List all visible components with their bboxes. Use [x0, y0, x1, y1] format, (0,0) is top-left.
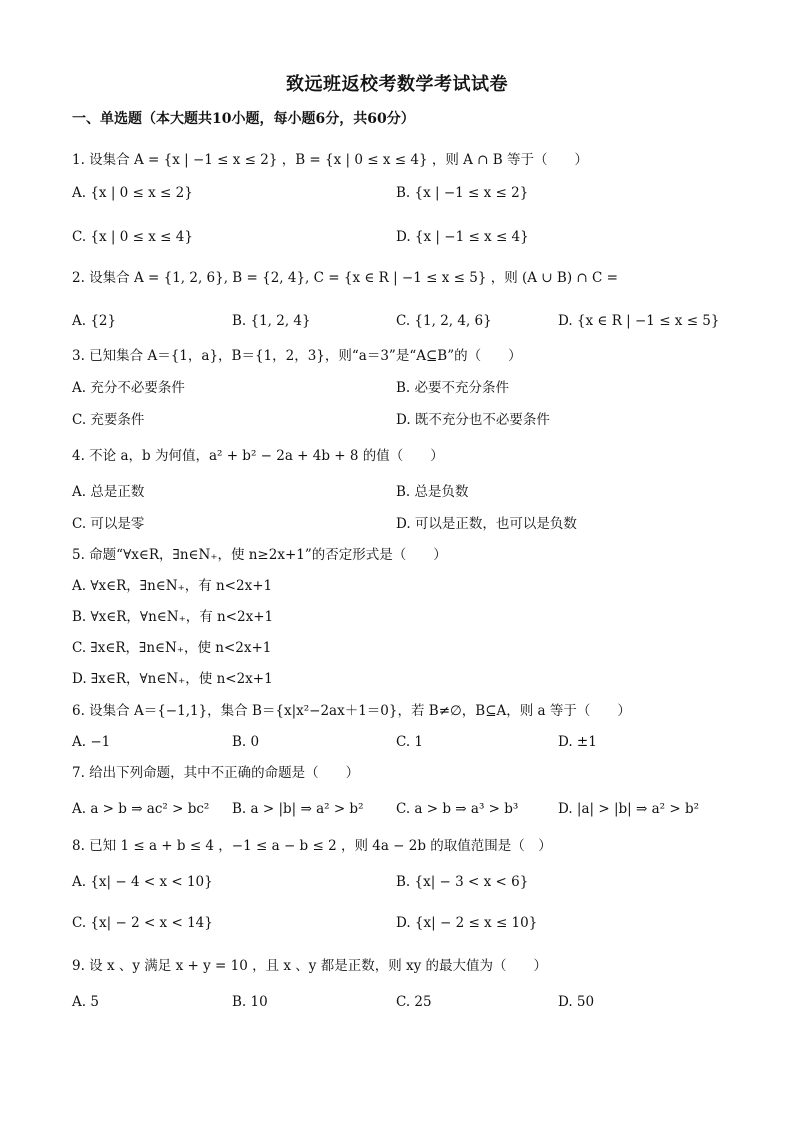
- question-7-option-d: D. |a| > |b| ⇒ a² > b²: [558, 801, 700, 817]
- question-6-option-b: B. 0: [232, 734, 260, 750]
- question-4-option-a: A. 总是正数: [72, 484, 145, 500]
- question-7-stem: 7. 给出下列命题，其中不正确的命题是（ ）: [72, 765, 360, 781]
- question-1-stem: 1. 设集合 A = {x | −1 ≤ x ≤ 2} ，B = {x | 0 ≤ x ≤ 4} ，则 A ∩ B 等于（ ）: [72, 152, 588, 168]
- question-7-option-b: B. a > |b| ⇒ a² > b²: [232, 801, 364, 817]
- question-4-option-b: B. 总是负数: [396, 484, 469, 500]
- question-8-option-c: C. {x| − 2 < x < 14}: [72, 915, 213, 931]
- question-5-option-d: D. ∃x∈R，∀n∈N₊，使 n<2x+1: [72, 671, 273, 687]
- question-3-stem: 3. 已知集合 A＝{1，a}，B＝{1，2，3}，则“a＝3”是“A⊆B”的（ ）: [72, 348, 522, 364]
- question-3-option-c: C. 充要条件: [72, 412, 145, 428]
- question-4-stem: 4. 不论 a，b 为何值，a² + b² − 2a + 4b + 8 的值（ ）: [72, 448, 444, 464]
- question-9-option-d: D. 50: [558, 994, 595, 1010]
- question-8-option-b: B. {x| − 3 < x < 6}: [396, 874, 529, 890]
- question-3-option-a: A. 充分不必要条件: [72, 380, 185, 396]
- question-6-option-a: A. −1: [72, 734, 111, 750]
- question-3-option-d: D. 既不充分也不必要条件: [396, 412, 550, 428]
- question-2-option-b: B. {1, 2, 4}: [232, 313, 311, 329]
- question-4-option-c: C. 可以是零: [72, 516, 145, 532]
- exam-title: 致远班返校考数学考试试卷: [286, 74, 508, 95]
- question-3-option-b: B. 必要不充分条件: [396, 380, 510, 396]
- question-7-option-a: A. a > b ⇒ ac² > bc²: [72, 801, 210, 817]
- question-4-option-d: D. 可以是正数，也可以是负数: [396, 516, 577, 532]
- section-heading: 一、单选题（本大题共10小题，每小题6分，共60分）: [72, 111, 415, 127]
- question-2-option-a: A. {2}: [72, 313, 117, 329]
- question-7-option-c: C. a > b ⇒ a³ > b³: [396, 801, 519, 817]
- question-2-option-d: D. {x ∈ R | −1 ≤ x ≤ 5}: [558, 313, 720, 329]
- question-5-option-b: B. ∀x∈R，∀n∈N₊，有 n<2x+1: [72, 609, 274, 625]
- question-8-stem: 8. 已知 1 ≤ a + b ≤ 4 ，−1 ≤ a − b ≤ 2 ，则 4a − 2b 的取值范围是（ ）: [72, 838, 552, 854]
- question-9-stem: 9. 设 x 、y 满足 x + y = 10 ，且 x 、y 都是正数，则 xy 的最大值为（ ）: [72, 958, 548, 974]
- question-5-option-a: A. ∀x∈R，∃n∈N₊，有 n<2x+1: [72, 578, 273, 594]
- question-1-option-a: A. {x | 0 ≤ x ≤ 2}: [72, 185, 193, 201]
- question-2-option-c: C. {1, 2, 4, 6}: [396, 313, 492, 329]
- question-9-option-c: C. 25: [396, 994, 432, 1010]
- question-5-stem: 5. 命题“∀x∈R，∃n∈N₊，使 n≥2x+1”的否定形式是（ ）: [72, 547, 447, 563]
- question-8-option-a: A. {x| − 4 < x < 10}: [72, 874, 213, 890]
- question-9-option-a: A. 5: [72, 994, 99, 1010]
- question-2-stem: 2. 设集合 A = {1, 2, 6}, B = {2, 4}, C = {x ∈ R | −1 ≤ x ≤ 5} ，则 (A ∪ B) ∩ C =: [72, 270, 618, 286]
- question-6-stem: 6. 设集合 A＝{−1,1}，集合 B＝{x|x²−2ax＋1＝0}，若 B≠∅，B⊆A，则 a 等于（ ）: [72, 703, 631, 719]
- question-5-option-c: C. ∃x∈R，∃n∈N₊，使 n<2x+1: [72, 640, 272, 656]
- question-6-option-c: C. 1: [396, 734, 424, 750]
- question-1-option-b: B. {x | −1 ≤ x ≤ 2}: [396, 185, 529, 201]
- question-1-option-d: D. {x | −1 ≤ x ≤ 4}: [396, 229, 529, 245]
- question-6-option-d: D. ±1: [558, 734, 597, 750]
- question-9-option-b: B. 10: [232, 994, 268, 1010]
- question-8-option-d: D. {x| − 2 ≤ x ≤ 10}: [396, 915, 538, 931]
- question-1-option-c: C. {x | 0 ≤ x ≤ 4}: [72, 229, 193, 245]
